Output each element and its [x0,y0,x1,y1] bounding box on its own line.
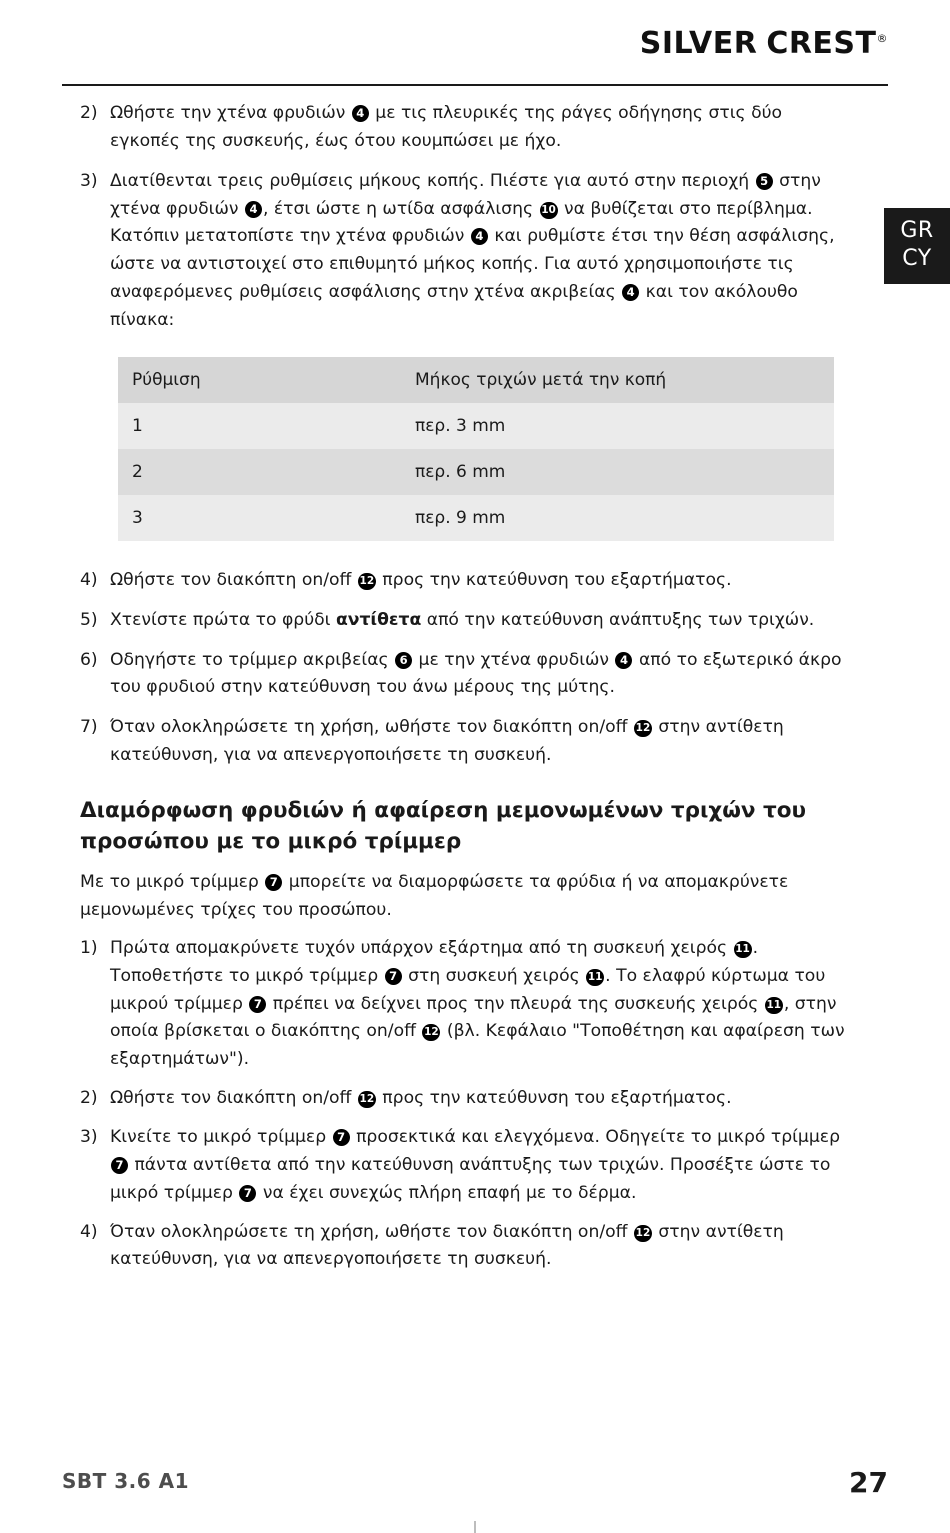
instruction-step [80,100,852,156]
table-header-row [118,357,834,403]
text-run: πρέπει να δείχνει προς την πλευρά της συσκευής χειρός [267,993,764,1014]
step-text [110,100,852,156]
cut-length-table [118,357,834,541]
step-text [110,1085,852,1113]
text-run: , έτσι ώστε η ωτίδα ασφάλισης [262,198,539,219]
step-number: 4) [80,569,98,590]
text-run: . Το ελαφρύ κύρτωμα του μικρού τρίμμερ [110,965,826,1014]
text-run: Με το μικρό τρίμμερ [80,872,265,893]
part-number-marker: 4 [471,228,488,245]
table-cell: περ. 3 mm [401,403,834,449]
step-number: 7) [80,717,98,738]
text-run: και ρυθμίστε έτσι την θέση ασφάλισης, ώστε να αντιστοιχεί στο επιθυμητό μήκος κοπής. Για αυτό χρησιμοποιήστε τις αναφερόμενες ρυθμίσεις ασφάλισης στην χτένα ακριβείας [110,226,835,303]
part-number-marker: 7 [249,996,266,1013]
table-cell: 3 [118,495,401,541]
instruction-list-bottom [80,935,852,1274]
part-number-marker: 7 [265,874,282,891]
step-text [110,1219,852,1275]
text-run: και τον ακόλουθο πίνακα: [110,282,798,331]
text-run: με την χτένα φρυδιών [413,649,615,670]
instruction-step [80,168,852,335]
instruction-step [80,935,852,1074]
step-text [110,168,852,335]
instruction-list-middle [80,567,852,770]
instruction-step [80,567,852,595]
instruction-step [80,1124,852,1208]
registered-mark: ® [876,32,888,45]
step-number: 6) [80,649,98,670]
text-run: στην χτένα φρυδιών [110,170,821,219]
step-number: 3) [80,170,98,191]
part-number-marker: 7 [239,1185,256,1202]
part-number-marker: 12 [358,1091,376,1108]
part-number-marker: 6 [395,652,412,669]
instruction-step [80,647,852,703]
step-number: 3) [80,1126,98,1147]
part-number-marker: 12 [634,720,652,737]
instruction-step [80,714,852,770]
part-number-marker: 11 [586,969,604,986]
instruction-step [80,1085,852,1113]
step-number: 4) [80,1221,98,1242]
text-run: Όταν ολοκληρώσετε τη χρήση, ωθήστε τον διακόπτη on/off [110,717,633,738]
table-row [118,449,834,495]
part-number-marker: 4 [245,201,262,218]
text-run: στην αντίθετη κατεύθυνση, για να απενεργοποιήσετε τη συσκευή. [110,1221,784,1270]
table-cell: 2 [118,449,401,495]
part-number-marker: 5 [756,173,773,190]
part-number-marker: 10 [540,202,558,219]
part-number-marker: 11 [734,941,752,958]
text-run: στη συσκευή χειρός [402,965,586,986]
header-divider [62,84,888,86]
brand-logo [640,26,888,61]
part-number-marker: 4 [622,284,639,301]
text-run: (βλ. Κεφάλαιο "Τοποθέτηση και αφαίρεση των εξαρτημάτων"). [110,1021,845,1070]
instruction-list-top [80,100,852,335]
text-run: να βυθίζεται στο περίβλημα. Κατόπιν μετατοπίστε την χτένα φρυδιών [110,198,813,247]
text-run: Χτενίστε πρώτα το φρύδι [110,609,336,630]
step-text [110,935,852,1074]
page-content [80,100,852,1285]
text-run: Ωθήστε τον διακόπτη on/off [110,1088,357,1109]
text-run: από την κατεύθυνση ανάπτυξης των τριχών. [421,609,815,630]
table-header-cell: Ρύθμιση [118,357,401,403]
text-run: με τις πλευρικές της ράγες οδήγησης στις δύο εγκοπές της συσκευής, έως ότου κουμπώσει με ήχο. [110,103,783,151]
part-number-marker: 12 [422,1024,440,1041]
part-number-marker: 4 [352,105,369,122]
table-header-cell: Μήκος τριχών μετά την κοπή [401,357,834,403]
part-number-marker: 7 [385,968,402,985]
step-text [110,714,852,770]
step-number: 2) [80,103,98,123]
text-run: Όταν ολοκληρώσετε τη χρήση, ωθήστε τον διακόπτη on/off [110,1221,633,1242]
text-run: Ωθήστε την χτένα φρυδιών [110,103,351,123]
part-number-marker: 7 [333,1129,350,1146]
step-text [110,567,852,595]
text-run: μπορείτε να διαμορφώσετε τα φρύδια ή να απομακρύνετε μεμονωμένες τρίχες του προσώπου. [80,872,789,920]
section-heading: Διαμόρφωση φρυδιών ή αφαίρεση μεμονωμένων τριχών του προσώπου με το μικρό τρίμμερ [80,798,807,854]
brand-word-crest: CREST [766,26,877,61]
text-run: Ωθήστε τον διακόπτη on/off [110,569,357,590]
text-run: στην αντίθετη κατεύθυνση, για να απενεργοποιήσετε τη συσκευή. [110,717,784,766]
text-run: , στην οποία βρίσκεται ο διακόπτης on/off [110,993,837,1042]
step-text [110,607,852,635]
step-number: 1) [80,937,98,958]
crop-mark [474,1521,476,1533]
table-row [118,495,834,541]
footer-page-number: 27 [849,1466,888,1499]
part-number-marker: 11 [765,997,783,1014]
part-number-marker: 7 [111,1157,128,1174]
table-row [118,403,834,449]
language-tab [884,208,950,284]
table-cell: περ. 6 mm [401,449,834,495]
part-number-marker: 4 [615,652,632,669]
language-tab-line-cy: CY [902,246,932,272]
footer-model: SBT 3.6 A1 [62,1469,190,1493]
brand-word-silver: SILVER [639,26,758,61]
step-number: 5) [80,609,98,630]
text-run: προς την κατεύθυνση του εξαρτήματος. [376,1088,732,1109]
emphasis-text: αντίθετα [335,609,422,630]
text-run: Κινείτε το μικρό τρίμμερ [110,1126,332,1147]
section-intro-paragraph [80,869,852,925]
step-number: 2) [80,1088,98,1109]
text-run: Διατίθενται τρεις ρυθμίσεις μήκους κοπής. Πιέστε για αυτό στην περιοχή [110,170,755,191]
table-cell: περ. 9 mm [401,495,834,541]
table-cell: 1 [118,403,401,449]
step-text [110,1124,852,1208]
text-run: προσεκτικά και ελεγχόμενα. Οδηγείτε το μικρό τρίμμερ [350,1126,840,1147]
text-run: από το εξωτερικό άκρο του φρυδιού στην κατεύθυνση του άνω μέρους της μύτης. [110,649,842,698]
part-number-marker: 12 [358,573,376,590]
part-number-marker: 12 [634,1225,652,1242]
text-run: . Τοποθετήστε το μικρό τρίμμερ [110,937,759,986]
step-text [110,647,852,703]
language-tab-line-gr: GR [900,218,934,243]
text-run: προς την κατεύθυνση του εξαρτήματος. [376,569,732,590]
text-run: Οδηγήστε το τρίμμερ ακριβείας [110,649,395,670]
text-run: Πρώτα απομακρύνετε τυχόν υπάρχον εξάρτημα από τη συσκευή χειρός [110,937,733,958]
text-run: πάντα αντίθετα από την κατεύθυνση ανάπτυξης των τριχών. Προσέξτε ώστε το μικρό τρίμμερ [110,1154,831,1203]
instruction-step [80,1219,852,1275]
text-run: να έχει συνεχώς πλήρη επαφή με το δέρμα. [257,1182,637,1203]
instruction-step [80,607,852,635]
